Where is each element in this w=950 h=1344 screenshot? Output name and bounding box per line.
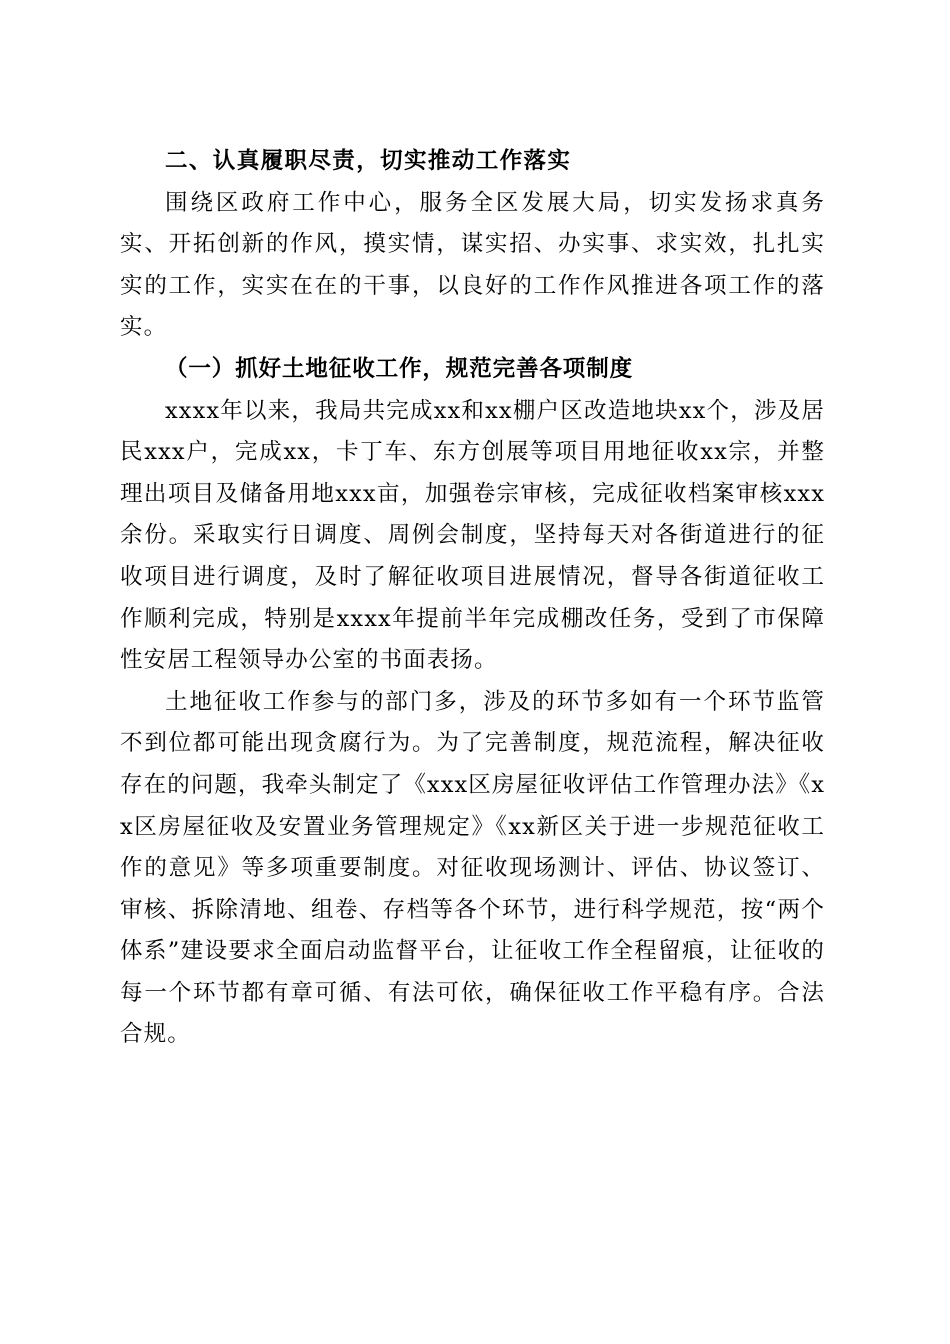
body-paragraph-1: xxxx年以来，我局共完成xx和xx棚户区改造地块xx个，涉及居民xxx户，完成xx，卡丁车、东方创展等项目用地征收xx宗，并整理出项目及储备用地xxx亩，加强卷宗审核，完成征收档案审核xxx余份。采取实行日调度、周例会制度，坚持每天对各街道进行的征收项目进行调度，及时了解征收项目进展情况，督导各街道征收工作顺利完成，特别是xxxx年提前半年完成棚改任务，受到了市保障性安居工程领导办公室的书面表扬。 — [120, 397, 825, 674]
document-body — [120, 141, 825, 1056]
subsection-heading: （一）抓好土地征收工作，规范完善各项制度 — [165, 355, 634, 382]
section-heading: 二、认真履职尽责，切实推动工作落实 — [165, 148, 572, 174]
intro-paragraph: 围绕区政府工作中心，服务全区发展大局，切实发扬求真务实、开拓创新的作风，摸实情，谋实招、办实事、求实效，扎扎实实的工作，实实在在的干事，以良好的工作作风推进各项工作的落实。 — [120, 189, 825, 341]
body-paragraph-2: 土地征收工作参与的部门多，涉及的环节多如有一个环节监管不到位都可能出现贪腐行为。为了完善制度，规范流程，解决征收存在的问题，我牵头制定了《xxx区房屋征收评估工作管理办法》《xx区房屋征收及安置业务管理规定》《xx新区关于进一步规范征收工作的意见》等多项重要制度。对征收现场测计、评估、协议签订、审核、拆除清地、组卷、存档等各个环节，进行科学规范，按“两个体系”建设要求全面启动监督平台，让征收工作全程留痕，让征收的每一个环节都有章可循、有法可依，确保征收工作平稳有序。合法合规。 — [120, 688, 825, 1048]
